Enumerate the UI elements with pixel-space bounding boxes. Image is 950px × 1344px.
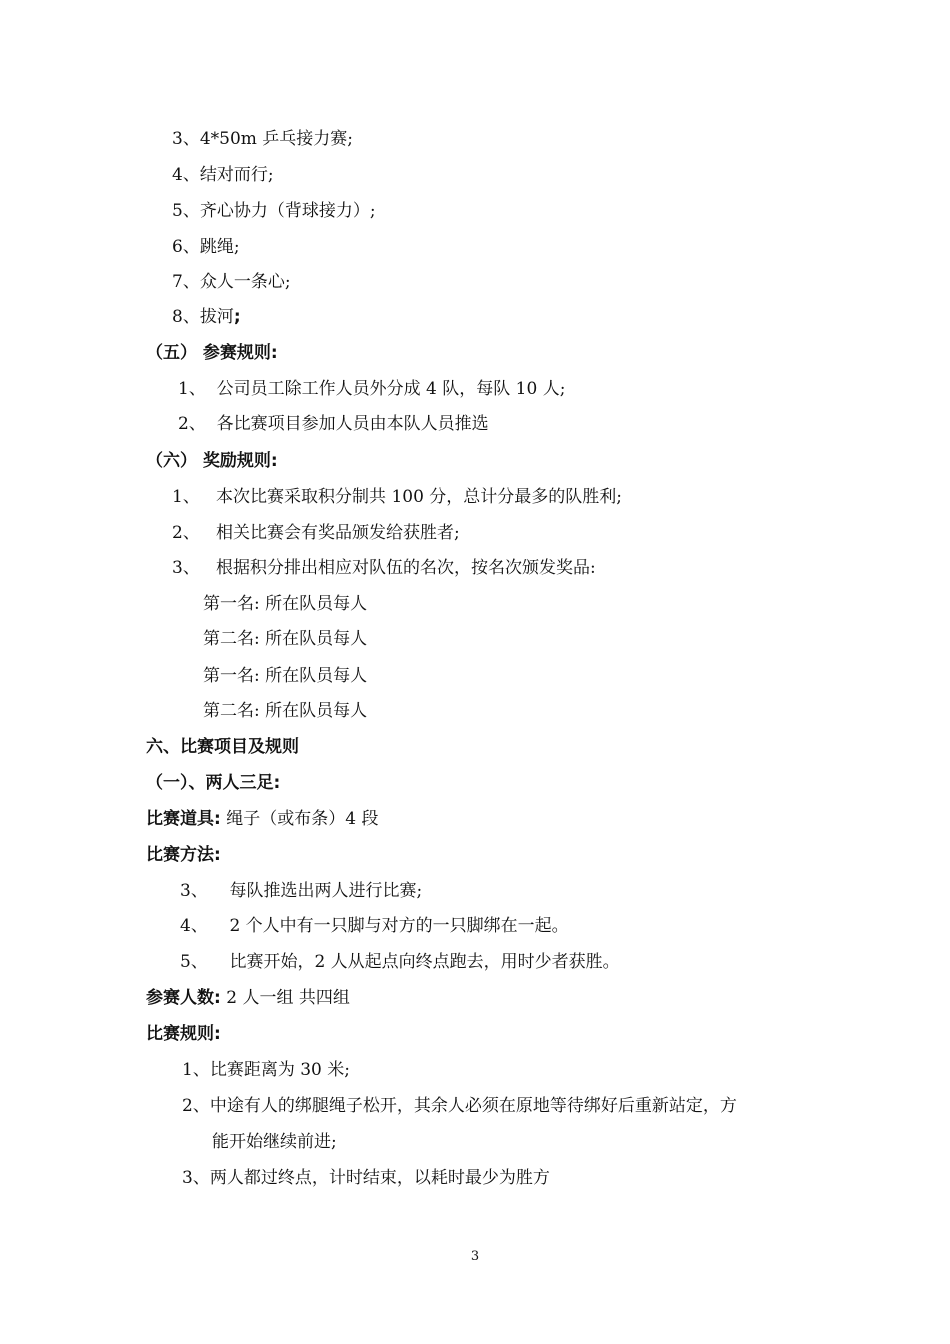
participants-line: 参赛人数: 2 人一组 共四组 [146, 988, 350, 1008]
rules-label: 比赛规则: [146, 1024, 221, 1044]
chapter-title: 六、比赛项目及规则 [146, 737, 299, 757]
list-item: 6、跳绳; [172, 237, 240, 257]
event-heading: （一）、两人三足: [146, 773, 281, 793]
list-item: 5、齐心协力（背球接力）; [172, 201, 376, 221]
prize-line: 第一名: 所在队员每人 [203, 594, 368, 614]
prize-line: 第一名: 所在队员每人 [203, 666, 368, 686]
prize-line: 第二名: 所在队员每人 [203, 629, 368, 649]
list-item: 3、4*50m 乒乓接力赛; [172, 129, 354, 149]
list-item: 2、中途有人的绑腿绳子松开，其余人必须在原地等待绑好后重新站定，方 [182, 1096, 737, 1116]
section-heading: （六） 奖励规则: [146, 451, 278, 471]
list-item: 2、 各比赛项目参加人员由本队人员推选 [178, 414, 489, 434]
list-item: 5、 比赛开始，2 人从起点向终点跑去，用时少者获胜。 [180, 952, 620, 972]
page-number: 3 [470, 1249, 480, 1264]
list-item-continuation: 能开始继续前进; [212, 1132, 337, 1152]
list-item: 1、比赛距离为 30 米; [182, 1060, 350, 1080]
list-item: 7、众人一条心; [172, 272, 291, 292]
list-item: 4、结对而行; [172, 165, 274, 185]
method-label: 比赛方法: [146, 845, 221, 865]
list-item: 3、两人都过终点，计时结束，以耗时最少为胜方 [182, 1168, 550, 1188]
list-item: 4、 2 个人中有一只脚与对方的一只脚绑在一起。 [180, 916, 569, 936]
list-item: 1、 本次比赛采取积分制共 100 分，总计分最多的队胜利; [172, 487, 623, 507]
list-item: 3、 根据积分排出相应对队伍的名次，按名次颁发奖品: [172, 558, 596, 578]
section-heading: （五） 参赛规则: [146, 343, 278, 363]
list-item: 8、拔河; [172, 307, 241, 327]
prize-line: 第二名: 所在队员每人 [203, 701, 368, 721]
props-line: 比赛道具: 绳子（或布条）4 段 [146, 809, 379, 829]
list-item: 3、 每队推选出两人进行比赛; [180, 881, 423, 901]
list-item: 2、 相关比赛会有奖品颁发给获胜者; [172, 523, 460, 543]
list-item: 1、 公司员工除工作人员外分成 4 队，每队 10 人; [178, 379, 566, 399]
